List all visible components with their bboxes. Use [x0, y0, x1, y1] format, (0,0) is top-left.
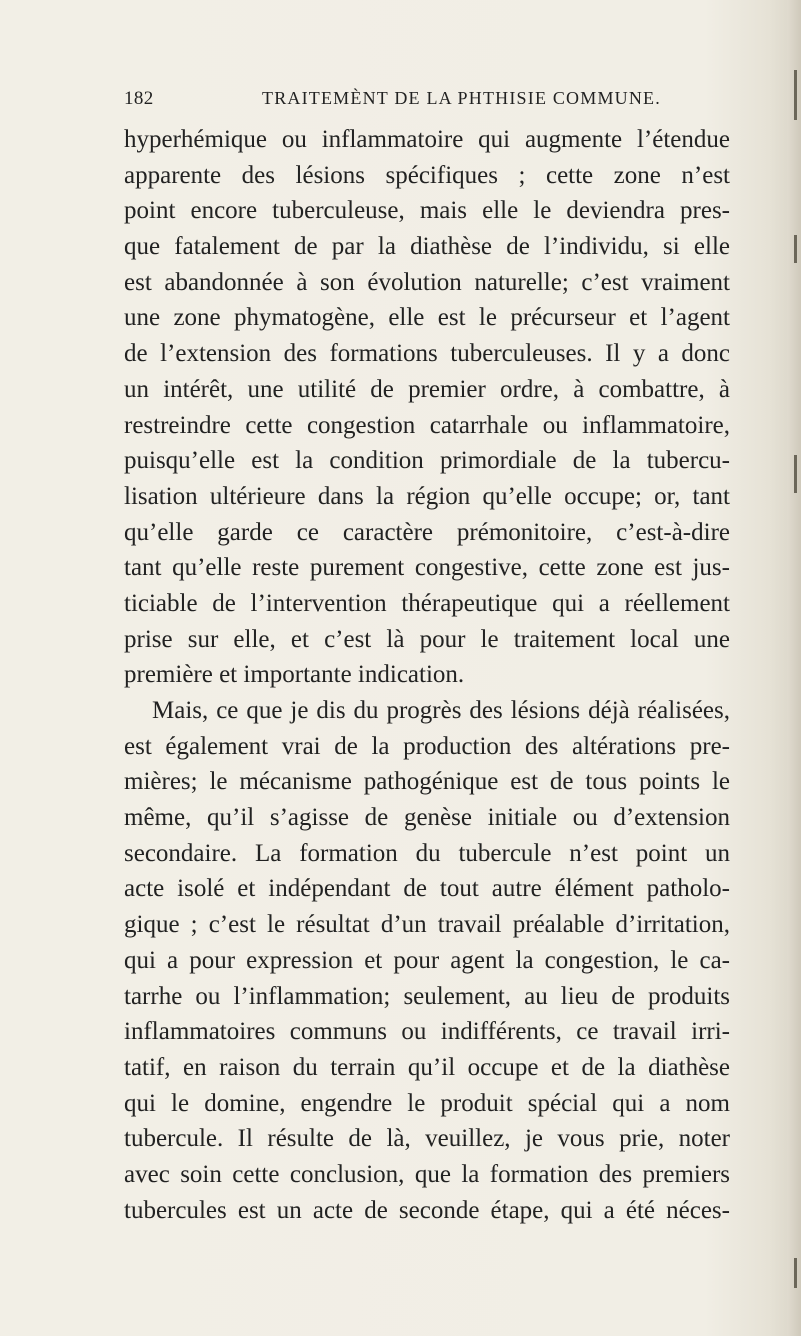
body-text	[124, 122, 730, 1228]
text-line: tarrhe ou l’inflammation; seulement, au lieu de produits	[124, 982, 730, 1010]
edge-mark	[794, 455, 797, 493]
text-line: point encore tuberculeuse, mais elle le deviendra pres-	[124, 197, 730, 225]
text-line: est abandonnée à son évolution naturelle; c’est vraiment	[124, 268, 730, 296]
text-line: tant qu’elle reste purement congestive, cette zone est jus-	[124, 554, 730, 582]
page-number: 182	[124, 88, 154, 109]
text-line: ticiable de l’intervention thérapeutique qui a réellement	[124, 589, 730, 617]
text-line: une zone phymatogène, elle est le précurseur et l’agent	[124, 304, 730, 332]
text-line: lisation ultérieure dans la région qu’elle occupe; or, tant	[124, 482, 730, 510]
text-line: acte isolé et indépendant de tout autre élément patholo-	[124, 875, 730, 903]
text-line: qui a pour expression et pour agent la congestion, le ca-	[124, 946, 730, 974]
text-line: même, qu’il s’agisse de genèse initiale ou d’extension	[124, 804, 730, 832]
text-line: tatif, en raison du terrain qu’il occupe et de la diathèse	[124, 1053, 730, 1081]
text-line: restreindre cette congestion catarrhale ou inflammatoire,	[124, 411, 730, 439]
text-line: apparente des lésions spécifiques ; cette zone n’est	[124, 161, 730, 189]
text-line: puisqu’elle est la condition primordiale de la tubercu-	[124, 447, 730, 475]
text-line: première et importante indication.	[124, 661, 465, 689]
text-line: que fatalement de par la diathèse de l’individu, si elle	[124, 233, 730, 261]
text-line: de l’extension des formations tuberculeuses. Il y a donc	[124, 340, 730, 368]
text-line: Mais, ce que je dis du progrès des lésions déjà réalisées,	[152, 697, 730, 724]
text-line: mières; le mécanisme pathogénique est de tous points le	[124, 768, 730, 796]
text-line: tubercule. Il résulte de là, veuillez, je vous prie, noter	[124, 1125, 730, 1153]
running-title: TRAITEMÈNT DE LA PHTHISIE COMMUNE.	[262, 88, 661, 108]
text-line: avec soin cette conclusion, que la formation des premiers	[124, 1160, 730, 1188]
edge-mark	[794, 235, 797, 263]
text-line: secondaire. La formation du tubercule n’est point un	[124, 839, 730, 867]
text-line: un intérêt, une utilité de premier ordre, à combattre, à	[124, 375, 730, 403]
text-line: gique ; c’est le résultat d’un travail préalable d’irritation,	[124, 911, 730, 939]
text-line: qui le domine, engendre le produit spécial qui a nom	[124, 1089, 730, 1117]
text-line: qu’elle garde ce caractère prémonitoire, c’est-à-dire	[124, 518, 730, 546]
edge-mark	[794, 70, 797, 120]
text-line: hyperhémique ou inflammatoire qui augmente l’étendue	[124, 126, 730, 153]
edge-mark	[794, 1258, 797, 1288]
page-edge	[787, 0, 801, 1336]
text-line: tubercules est un acte de seconde étape, qui a été néces-	[124, 1196, 730, 1224]
page-header	[124, 88, 724, 118]
text-line: inflammatoires communs ou indifférents, ce travail irri-	[124, 1018, 730, 1046]
text-line: est également vrai de la production des altérations pre-	[124, 732, 730, 760]
text-line: prise sur elle, et c’est là pour le traitement local une	[124, 625, 730, 653]
